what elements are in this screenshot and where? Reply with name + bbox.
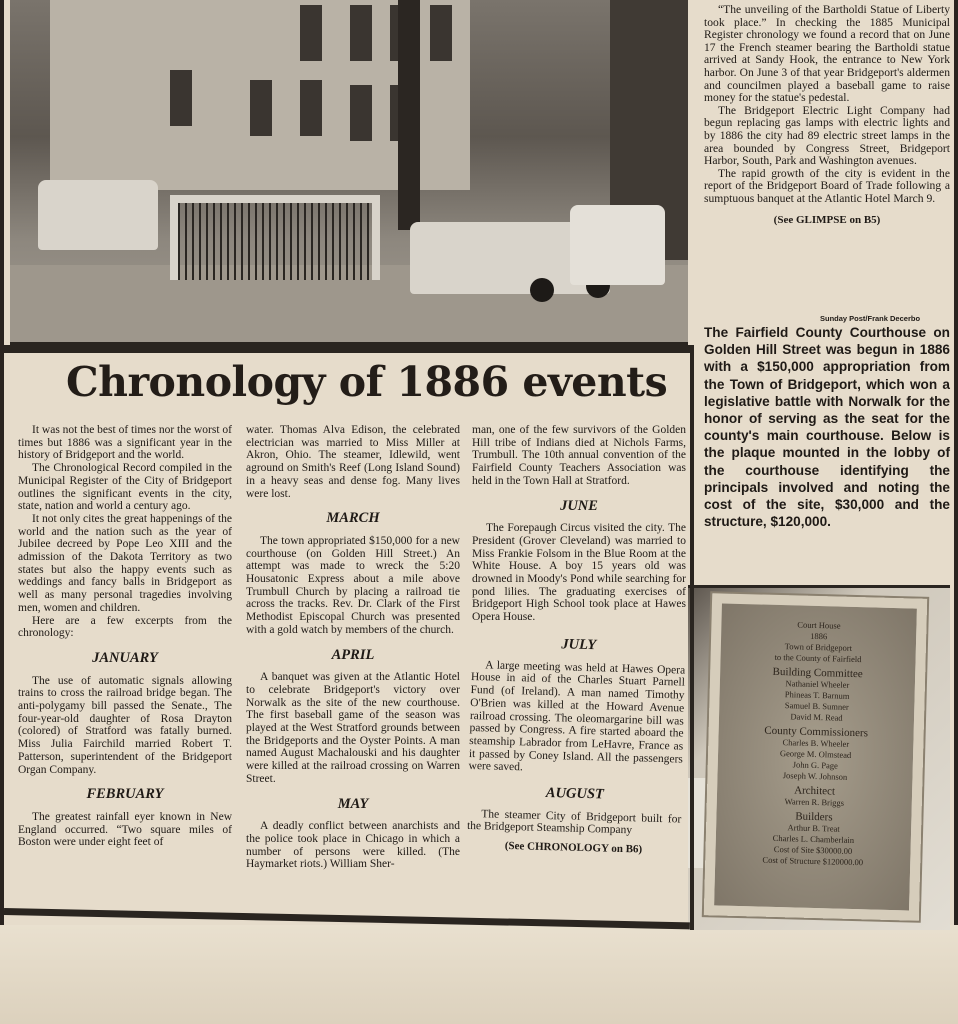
plaque-line: Samuel B. Sumner xyxy=(784,700,849,712)
paragraph: Here are a few excerpts from the chronology: xyxy=(18,614,232,640)
article-column-2 xyxy=(246,424,460,871)
plaque-line: Nathaniel Wheeler xyxy=(785,678,850,690)
story-paragraph: The rapid growth of the city is evident in the report of the Bridgeport Board of Trade following a sumptuous banquet at the Atlantic Hotel March 9. xyxy=(704,166,950,205)
photo-caption: The Fairfield County Courthouse on Golden Hill Street was begun in 1886 with a $150,000 appropriation from the Town of Bridgeport, which won a legislative battle with Norwalk for the honor of serving as the seat for the county's main courthouse. Below is the plaque mounted in the lobby of the courthouse identifying the principals involved and noting the cost of the site, $30,000 and the structure, $120,000. xyxy=(704,325,950,530)
month-heading: JANUARY xyxy=(92,649,158,666)
courthouse-plaque xyxy=(704,593,927,921)
story-paragraph: The Bridgeport Electric Light Company had begun replacing gas lamps with electric lights and by 1886 the city had 89 electric street lamps in the area bounded by Congress Street, Bridgeport Harbor, South, Park and Washington avenues. xyxy=(704,103,950,168)
parked-car xyxy=(38,180,158,250)
parked-van xyxy=(570,205,665,285)
plaque-line: Phineas T. Barnum xyxy=(784,689,850,701)
article-column-3 xyxy=(466,424,686,856)
column-rule xyxy=(690,345,694,930)
paragraph: It not only cites the great happenings of the world and the nation such as the year of Jubilee decreed by Pope Leo XIII and the admission of the Dakota Territory as two states but also the happy events such as weddings and fancy balls in Bridgeport as well as many personal tragedies involving men, women and children. xyxy=(18,512,232,614)
month-heading: MARCH xyxy=(326,510,380,527)
month-heading: FEBRUARY xyxy=(86,786,164,803)
torn-paper-margin xyxy=(0,925,958,1024)
plaque-line: Cost of Site $30000.00 xyxy=(773,843,853,856)
month-heading: JUNE xyxy=(560,497,598,514)
article-border-top xyxy=(4,345,690,353)
tree-trunk xyxy=(398,0,420,230)
paragraph: The Chronological Record compiled in the Municipal Register of the City of Bridgeport outlines the significant events in the city, state, nation and world a century ago. xyxy=(18,462,232,513)
paragraph: The use of automatic signals allowing trains to cross the railroad bridge began. The anti-polygamy bill passed the Senate., The four-year-old daughter of Rosa Drayton (colored) of Stratford was fatally burned. Miss Julia Fairchild married Robert T. Patterson, superintendent of the Bridgeport Organ Company. xyxy=(18,674,232,776)
plaque-line: 1886 xyxy=(810,630,828,642)
jump-line: (See GLIMPSE on B5) xyxy=(773,213,881,226)
plaque-line: Charles L. Chamberlain xyxy=(772,832,855,846)
month-heading: AUGUST xyxy=(545,784,605,803)
paragraph: A banquet was given at the Atlantic Hotel to celebrate Bridgeport's victory over Norwalk as the site of the new courthouse. The first baseball game of the season was played at the West Stratford grounds between the Bridgeports and the Oyster Points. A man named August Machalouski and his daughter were killed at the railroad crossing on Warren Street. xyxy=(246,671,460,785)
plaque-line: Charles B. Wheeler xyxy=(782,737,850,749)
plaque-line: John G. Page xyxy=(792,759,838,771)
plaque-line: to the County of Fairfield xyxy=(774,651,862,665)
paragraph: The town appropriated $150,000 for a new courthouse (on Golden Hill Street.) An attempt was made to wreck the 5:20 Housatonic Express about a mile above Trumbull Church by placing a railroad tie across the tracks. Rev. Dr. Clark of the First Methodist Episcopal Church was presented with a gold watch by members of the church. xyxy=(246,534,460,636)
plaque-heading: County Commissioners xyxy=(764,724,869,740)
plaque-heading: Architect xyxy=(793,784,836,798)
plaque-line: Arthur B. Treat xyxy=(787,822,840,834)
paragraph: The Forepaugh Circus visited the city. The President (Grover Cleveland) was married to Miss Frankie Folsom in the Blue Room at the White House. A boy 15 years old was drowned in Moody's Pond while searching for pond lilies. The graduating exercises of Bridgeport High School took place at Hawes Opera House. xyxy=(472,522,686,624)
plaque-heading: Builders xyxy=(795,810,833,824)
paragraph: The steamer City of Bridgeport built for the Bridgeport Steamship Company xyxy=(466,807,682,837)
iron-fence xyxy=(170,195,380,280)
plaque-photo xyxy=(688,585,950,930)
photo-credit: Sunday Post/Frank Decerbo xyxy=(820,314,921,323)
story-paragraph: “The unveiling of the Bartholdi Statue of Liberty took place.” In checking the 1885 Municipal Register chronology we found a record that on June 17 the French steamer bearing the Bartholdi statue arrived at Sandy Hook, the entrance to New York harbor. On June 3 of that year Bridgeport's aldermen and councilmen played a baseball game to raise money for the statue's pedestal. xyxy=(704,3,950,105)
paragraph: man, one of the few survivors of the Golden Hill tribe of Indians died at Nichols Farms, Trumbull. The 10th annual convention of the Fairfield County Teachers Association was held in the Town Hall at Stratford. xyxy=(472,424,686,487)
courthouse-street-photo xyxy=(10,0,688,345)
plaque-line: Warren R. Briggs xyxy=(784,796,845,808)
jump-line: (See CHRONOLOGY on B6) xyxy=(504,839,643,856)
paragraph: It was not the best of times nor the worst of times but 1886 was a significant year in the history of Bridgeport and the world. xyxy=(18,424,232,462)
plaque-line: Cost of Structure $120000.00 xyxy=(762,854,864,868)
month-heading: APRIL xyxy=(331,646,375,663)
article-headline: Chronology of 1886 events xyxy=(66,358,668,406)
plaque-line: David M. Read xyxy=(790,711,843,723)
paragraph: The greatest rainfall eyer known in New England occurred. “Two square miles of Boston were under eight feet of xyxy=(18,810,232,849)
plaque-line: George M. Olmstead xyxy=(779,748,852,760)
month-heading: MAY xyxy=(337,795,369,812)
paragraph: water. Thomas Alva Edison, the celebrated electrician was married to Miss Miller at Akron, Ohio. The steamer, Idlewild, went aground on Smith's Reef (Long Island Sound) in a heavy seas and dense fog. Many lives were lost. xyxy=(246,424,460,500)
plaque-line: Town of Bridgeport xyxy=(784,641,853,653)
paragraph: A deadly conflict between anarchists and the police took place in Chicago in which a number of persons were killed. (The Haymarket riots.) William Sher- xyxy=(246,820,460,871)
sidebar-story xyxy=(704,4,950,226)
article-column-1 xyxy=(18,424,232,849)
paragraph: A large meeting was held at Hawes Opera House in aid of the Charles Stuart Parnell Fund (of Ireland). A man named Timothy O'Brien was killed at the Howard Avenue railroad crossing. The oleomargarine bill was passed by Congress. A fire started aboard the steamship Labrador from LeHavre, France as it passed by Coney Island. All the passengers were saved. xyxy=(468,658,686,774)
plaque-heading: Building Committee xyxy=(772,665,863,681)
plaque-line: Court House xyxy=(797,619,841,631)
plaque-line: Joseph W. Johnson xyxy=(782,770,848,782)
month-heading: JULY xyxy=(561,636,597,654)
